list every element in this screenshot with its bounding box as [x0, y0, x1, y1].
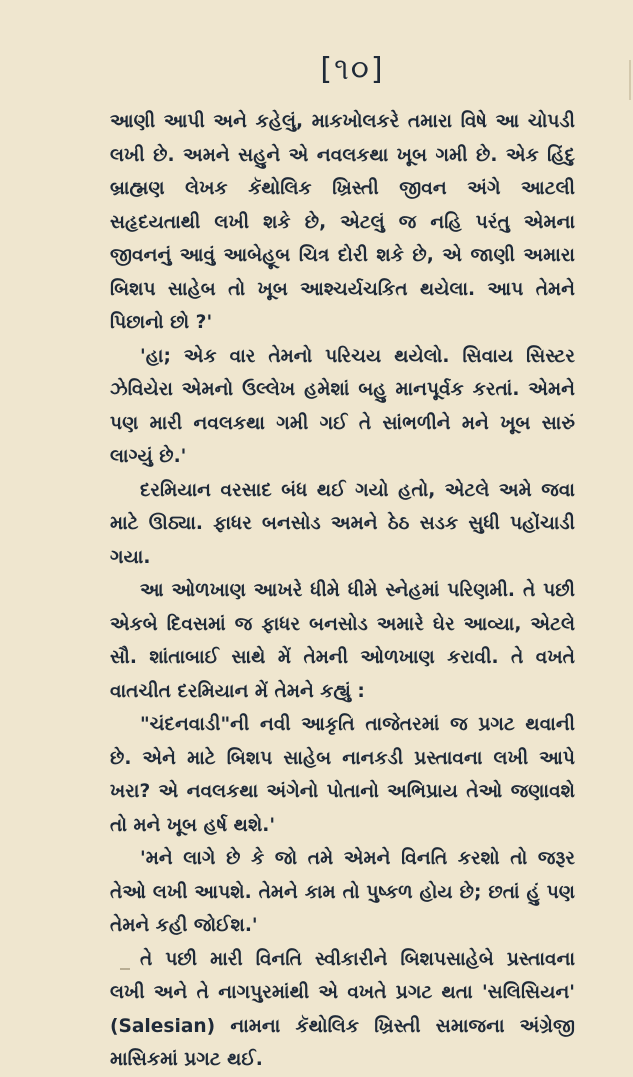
paragraph-4: આ ઓળખાણ આખરે ધીમે ધીમે સ્નેહમાં પરિણમી. તે પછી એકબે દિવસમાં જ ફાધર બનસોડ અમારે ઘેર આવ્યા, એટલે સૌ. શાંતાબાઈ સાથે મેં તેમની ઓળખાણ કરાવી. તે વખતે વાતચીત દરમિયાન મેં તેમને કહ્યું :: [110, 580, 575, 702]
paragraph-5: "ચંદનવાડી"ની નવી આકૃતિ તાજેતરમાં જ પ્રગટ થવાની છે. એને માટે બિશપ સાહેબ નાનકડી પ્રસ્તાવના લખી આપે ખરા? એ નવલકથા અંગેનો પોતાનો અભિપ્રાય તેઓ જણાવશે તો મને ખૂબ હર્ષ થશે.': [110, 714, 575, 836]
footer-dash: [120, 968, 130, 970]
paragraph-1: આણી આપી અને કહેલું, માકખોલકરે તમારા વિષે આ ચોપડી લખી છે. અમને સહુને એ નવલકથા ખૂબ ગમી છે. એક હિંદુ બ્રાહ્મણ લેખક કૅથોલિક ખ્રિસ્તી જીવન અંગે આટલી સહૃદયતાથી લખી શકે છે, એટલું જ નહિ પરંતુ એમના જીવનનું આવું આબેહૂબ ચિત્ર દોરી શકે છે, એ જાણી અમારા બિશપ સાહેબ તો ખૂબ આશ્ચર્યચકિત થયેલા. આપ તેમને પિછાનો છો ?': [110, 111, 575, 333]
page-number: [૧૦]: [320, 52, 385, 87]
paragraph-6: 'મને લાગે છે કે જો તમે એમને વિનતિ કરશો તો જરૂર તેઓ લખી આપશે. તેમને કામ તો પુષ્કળ હોય છે; છતાં હું પણ તેમને કહી જોઈશ.': [110, 848, 575, 936]
body-text: [110, 105, 575, 1077]
paragraph-7: તે પછી મારી વિનતિ સ્વીકારીને બિશપસાહેબે પ્રસ્તાવના લખી અને તે નાગપુરમાંથી એ વખતે પ્રગટ થતા 'સલિસિયન' (Salesian) નામના કૅથોલિક ખ્રિસ્તી સમાજના અંગ્રેજી માસિકમાં પ્રગટ થઈ.: [110, 948, 575, 1070]
page-edge-mark: [629, 60, 631, 100]
paragraph-3: દરમિયાન વરસાદ બંધ થઈ ગયો હતો, એટલે અમે જવા માટે ઊઠ્યા. ફાધર બનસોડ અમને ઠેઠ સડક સુધી પહોંચાડી ગયા.: [110, 479, 575, 568]
paragraph-2: 'હા; એક વાર તેમનો પરિચય થયેલો. સિવાય સિસ્ટર ઝેવિયેરા એમનો ઉલ્લેખ હમેશાં બહુ માનપૂર્વક કરતાં. એમને પણ મારી નવલકથા ગમી ગઈ તે સાંભળીને મને ખૂબ સારું લાગ્યું છે.': [110, 345, 575, 467]
